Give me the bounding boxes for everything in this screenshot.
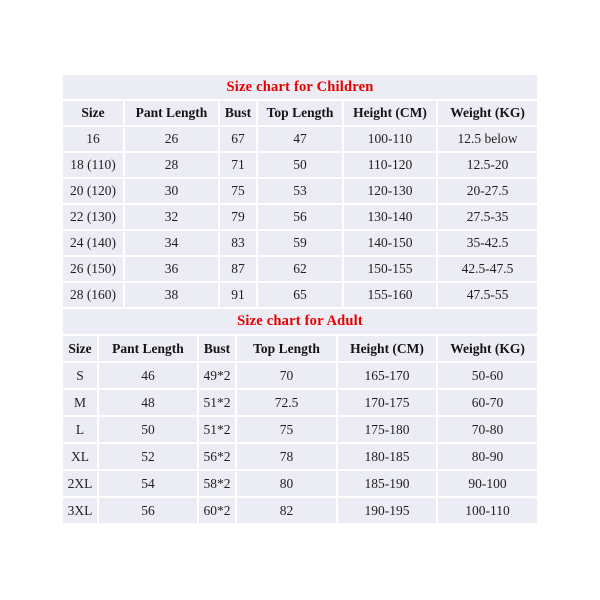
column-header: Height (CM)	[338, 336, 436, 361]
table-cell: 22 (130)	[63, 205, 123, 229]
table-cell: 56	[258, 205, 342, 229]
table-cell: 12.5 below	[438, 127, 537, 151]
table-cell: 170-175	[338, 390, 436, 415]
table-row	[63, 257, 537, 281]
table-cell: 30	[125, 179, 218, 203]
table-cell: 75	[220, 179, 256, 203]
table-row	[63, 498, 537, 523]
column-header: Weight (KG)	[438, 101, 537, 125]
table-cell: 80-90	[438, 444, 537, 469]
table-cell: 71	[220, 153, 256, 177]
table-cell: 60-70	[438, 390, 537, 415]
table-cell: 20-27.5	[438, 179, 537, 203]
table-row	[63, 127, 537, 151]
table-cell: 16	[63, 127, 123, 151]
table-cell: 155-160	[344, 283, 436, 307]
table-cell: 79	[220, 205, 256, 229]
table-cell: 180-185	[338, 444, 436, 469]
table-cell: 91	[220, 283, 256, 307]
table-cell: 49*2	[199, 363, 235, 388]
adult-table-body	[63, 309, 537, 523]
table-cell: 165-170	[338, 363, 436, 388]
table-cell: 51*2	[199, 390, 235, 415]
table-cell: 83	[220, 231, 256, 255]
table-cell: 27.5-35	[438, 205, 537, 229]
table-cell: 12.5-20	[438, 153, 537, 177]
table-cell: 150-155	[344, 257, 436, 281]
table-cell: 51*2	[199, 417, 235, 442]
table-cell: 78	[237, 444, 336, 469]
adult-size-table	[61, 307, 539, 525]
column-header: Size	[63, 336, 97, 361]
column-header: Height (CM)	[344, 101, 436, 125]
table-cell: 65	[258, 283, 342, 307]
table-cell: 110-120	[344, 153, 436, 177]
table-cell: 28 (160)	[63, 283, 123, 307]
table-cell: 54	[99, 471, 197, 496]
children-title-row	[63, 75, 537, 99]
table-cell: 100-110	[344, 127, 436, 151]
table-cell: 28	[125, 153, 218, 177]
table-row	[63, 417, 537, 442]
size-chart	[61, 73, 539, 525]
table-cell: 42.5-47.5	[438, 257, 537, 281]
table-cell: 70	[237, 363, 336, 388]
table-cell: 26 (150)	[63, 257, 123, 281]
table-row	[63, 153, 537, 177]
table-cell: 24 (140)	[63, 231, 123, 255]
table-row	[63, 363, 537, 388]
table-row	[63, 283, 537, 307]
children-header-row	[63, 101, 537, 125]
table-cell: 50	[99, 417, 197, 442]
table-cell: 80	[237, 471, 336, 496]
table-cell: 50	[258, 153, 342, 177]
adult-title-row	[63, 309, 537, 334]
table-cell: 140-150	[344, 231, 436, 255]
column-header: Pant Length	[99, 336, 197, 361]
table-cell: 47	[258, 127, 342, 151]
table-cell: 20 (120)	[63, 179, 123, 203]
table-cell: 190-195	[338, 498, 436, 523]
table-cell: 48	[99, 390, 197, 415]
table-cell: 60*2	[199, 498, 235, 523]
table-cell: 34	[125, 231, 218, 255]
table-row	[63, 205, 537, 229]
table-cell: 47.5-55	[438, 283, 537, 307]
table-row	[63, 444, 537, 469]
table-row	[63, 231, 537, 255]
children-table-body	[63, 75, 537, 307]
table-cell: S	[63, 363, 97, 388]
table-cell: 90-100	[438, 471, 537, 496]
children-chart-title: Size chart for Children	[63, 75, 537, 99]
table-cell: 67	[220, 127, 256, 151]
column-header: Top Length	[237, 336, 336, 361]
table-row	[63, 179, 537, 203]
children-size-table	[61, 73, 539, 309]
table-cell: 35-42.5	[438, 231, 537, 255]
table-cell: 58*2	[199, 471, 235, 496]
table-cell: 53	[258, 179, 342, 203]
adult-chart-title: Size chart for Adult	[63, 309, 537, 334]
table-cell: XL	[63, 444, 97, 469]
table-row	[63, 390, 537, 415]
table-cell: 75	[237, 417, 336, 442]
table-cell: 87	[220, 257, 256, 281]
table-cell: 59	[258, 231, 342, 255]
table-cell: 38	[125, 283, 218, 307]
table-cell: 82	[237, 498, 336, 523]
table-cell: 46	[99, 363, 197, 388]
table-cell: 72.5	[237, 390, 336, 415]
table-cell: 130-140	[344, 205, 436, 229]
table-cell: 50-60	[438, 363, 537, 388]
table-cell: 18 (110)	[63, 153, 123, 177]
adult-header-row	[63, 336, 537, 361]
column-header: Pant Length	[125, 101, 218, 125]
table-cell: 185-190	[338, 471, 436, 496]
table-cell: 120-130	[344, 179, 436, 203]
table-cell: 62	[258, 257, 342, 281]
table-cell: 3XL	[63, 498, 97, 523]
table-cell: 100-110	[438, 498, 537, 523]
table-cell: M	[63, 390, 97, 415]
table-cell: 26	[125, 127, 218, 151]
table-cell: 175-180	[338, 417, 436, 442]
table-cell: 2XL	[63, 471, 97, 496]
table-cell: 36	[125, 257, 218, 281]
column-header: Bust	[220, 101, 256, 125]
table-cell: 56*2	[199, 444, 235, 469]
column-header: Weight (KG)	[438, 336, 537, 361]
column-header: Top Length	[258, 101, 342, 125]
table-cell: 70-80	[438, 417, 537, 442]
table-cell: L	[63, 417, 97, 442]
table-row	[63, 471, 537, 496]
column-header: Size	[63, 101, 123, 125]
table-cell: 52	[99, 444, 197, 469]
table-cell: 56	[99, 498, 197, 523]
table-cell: 32	[125, 205, 218, 229]
column-header: Bust	[199, 336, 235, 361]
